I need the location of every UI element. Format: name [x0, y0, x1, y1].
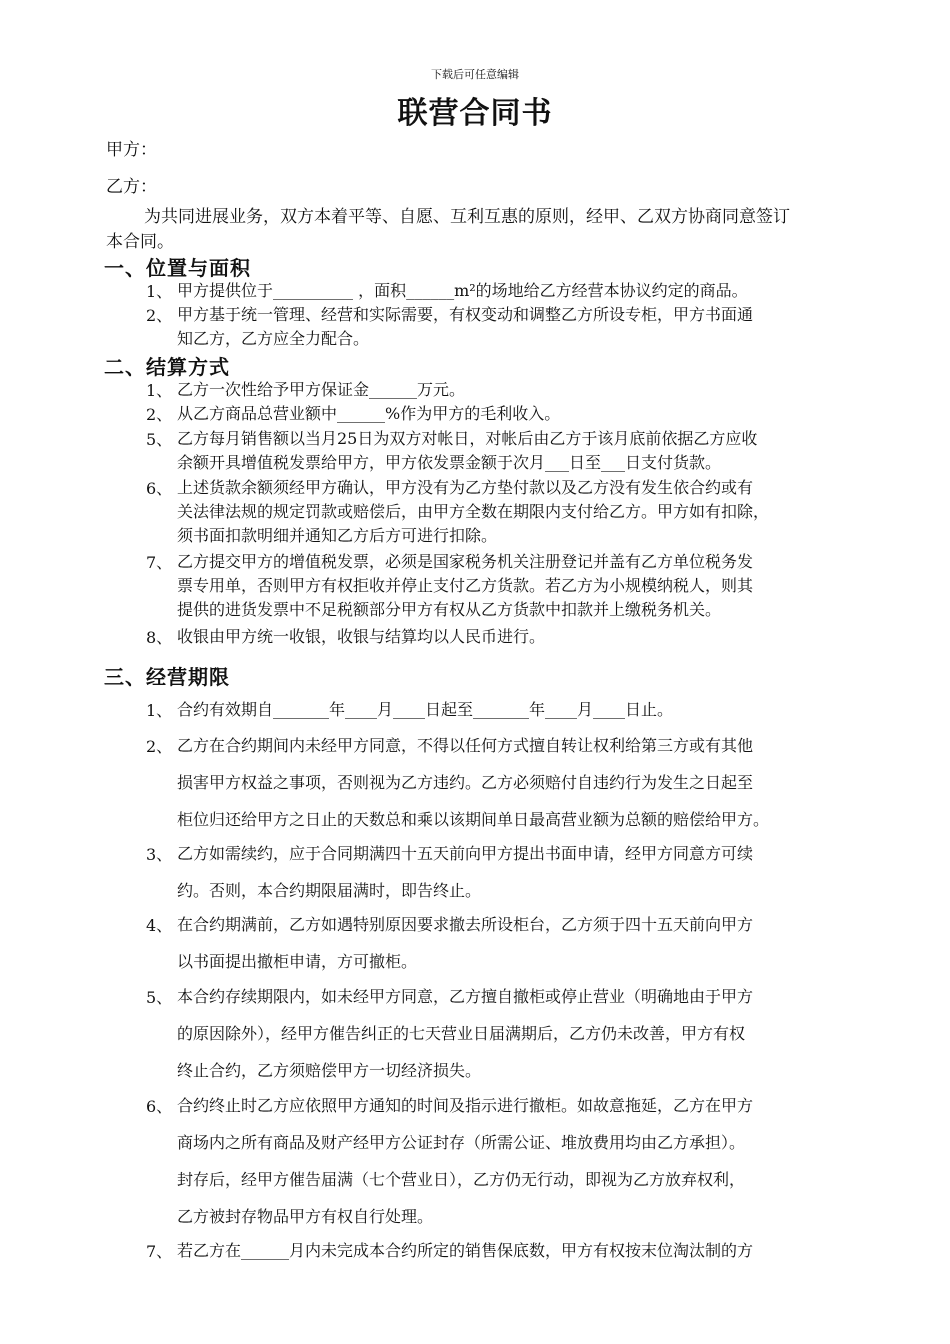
- intro-paragraph: [106, 205, 876, 255]
- clause-line: 合约终止时乙方应依照甲方通知的时间及指示进行撤柜。如故意拖延，乙方在甲方: [177, 1096, 754, 1115]
- clause-line: 合约有效期自_______年____月____日起至_______年____月____日止。: [177, 700, 674, 719]
- clause-item: [146, 550, 886, 622]
- section-heading: 三、经营期限: [104, 665, 230, 689]
- clause-number: 5、: [146, 988, 173, 1007]
- party-b-label: 乙方：: [106, 177, 157, 197]
- clause-line: 乙方一次性给予甲方保证金______万元。: [177, 380, 466, 399]
- clause-number: 3、: [146, 845, 173, 864]
- intro-line: 为共同进展业务，双方本着平等、自愿、互利互惠的原则，经甲、乙双方协商同意签订: [144, 207, 790, 227]
- clause-number: 1、: [146, 282, 173, 301]
- clause-item: [146, 378, 886, 402]
- clause-line: 关法律法规的规定罚款或赔偿后，由甲方全数在期限内支付给乙方。甲方如有扣除，: [177, 502, 770, 521]
- clause-item: [146, 402, 886, 426]
- clause-line: 以书面提出撤柜申请，方可撤柜。: [177, 952, 418, 971]
- clause-line: 甲方提供位于__________ ，面积______m²的场地给乙方经营本协议约定的商品。: [177, 281, 748, 300]
- clause-line: 本合约存续期限内，如未经甲方同意，乙方擅自撤柜或停止营业（明确地由于甲方: [177, 987, 754, 1006]
- clause-line: 乙方在合约期间内未经甲方同意，不得以任何方式擅自转让权利给第三方或有其他: [177, 736, 754, 755]
- clause-line: 须书面扣款明细并通知乙方后方可进行扣除。: [177, 526, 498, 545]
- document-title: 联营合同书: [397, 96, 553, 131]
- clause-item: [146, 734, 886, 845]
- party-a-label: 甲方：: [106, 140, 157, 160]
- clause-number: 8、: [146, 628, 173, 647]
- clause-line: 知乙方，乙方应全力配合。: [177, 329, 370, 348]
- header-note: 下载后可任意编辑: [431, 68, 519, 81]
- clause-number: 5、: [146, 430, 173, 449]
- clause-item: [146, 303, 886, 351]
- clause-number: 7、: [146, 1242, 173, 1261]
- clause-line: 乙方提交甲方的增值税发票，必须是国家税务机关注册登记并盖有乙方单位税务发: [177, 552, 754, 571]
- clause-number: 6、: [146, 479, 173, 498]
- clause-item: [146, 427, 886, 475]
- clause-number: 4、: [146, 916, 173, 935]
- clause-line: 从乙方商品总营业额中______%作为甲方的毛利收入。: [177, 404, 561, 423]
- clause-item: [146, 1094, 886, 1242]
- clause-line: 乙方如需续约，应于合同期满四十五天前向甲方提出书面申请，经甲方同意方可续: [177, 844, 754, 863]
- clause-line: 甲方基于统一管理、经营和实际需要，有权变动和调整乙方所设专柜，甲方书面通: [177, 305, 754, 324]
- clause-line: 收银由甲方统一收银，收银与结算均以人民币进行。: [177, 627, 546, 646]
- clause-number: 7、: [146, 553, 173, 572]
- clause-line: 提供的进货发票中不足税额部分甲方有权从乙方货款中扣款并上缴税务机关。: [177, 600, 722, 619]
- clause-line: 封存后，经甲方催告届满（七个营业日），乙方仍无行动，即视为乙方放弃权利，: [177, 1170, 746, 1189]
- clause-line: 乙方被封存物品甲方有权自行处理。: [177, 1207, 434, 1226]
- clause-item: [146, 842, 886, 916]
- clause-number: 2、: [146, 306, 173, 325]
- clause-item: [146, 279, 886, 303]
- clause-number: 2、: [146, 405, 173, 424]
- clause-line: 余额开具增值税发票给甲方，甲方依发票金额于次月___日至___日支付货款。: [177, 453, 722, 472]
- clause-line: 约。否则，本合约期限届满时，即告终止。: [177, 881, 482, 900]
- clause-item: [146, 476, 886, 548]
- section-heading: 一、位置与面积: [104, 256, 251, 280]
- clause-line: 终止合约，乙方须赔偿甲方一切经济损失。: [177, 1061, 482, 1080]
- clause-number: 6、: [146, 1097, 173, 1116]
- section-heading: 二、结算方式: [104, 355, 230, 379]
- clause-number: 2、: [146, 737, 173, 756]
- clause-item: [146, 985, 886, 1096]
- clause-line: 乙方每月销售额以当月25日为双方对帐日，对帐后由乙方于该月底前依据乙方应收: [177, 429, 758, 448]
- clause-number: 1、: [146, 381, 173, 400]
- clause-line: 票专用单，否则甲方有权拒收并停止支付乙方货款。若乙方为小规模纳税人，则其: [177, 576, 754, 595]
- clause-line: 上述货款余额须经甲方确认，甲方没有为乙方垫付款以及乙方没有发生依合约或有: [177, 478, 754, 497]
- intro-line: 本合同。: [106, 232, 174, 252]
- clause-line: 若乙方在______月内未完成本合约所定的销售保底数，甲方有权按末位淘汰制的方: [177, 1241, 754, 1260]
- clause-line: 损害甲方权益之事项，否则视为乙方违约。乙方必须赔付自违约行为发生之日起至: [177, 773, 754, 792]
- clause-line: 柜位归还给甲方之日止的天数总和乘以该期间单日最高营业额为总额的赔偿给甲方。: [177, 810, 770, 829]
- clause-item: [146, 698, 886, 735]
- clause-number: 1、: [146, 701, 173, 720]
- clause-item: [146, 1239, 886, 1276]
- clause-item: [146, 913, 886, 987]
- clause-line: 在合约期满前，乙方如遇特别原因要求撤去所设柜台，乙方须于四十五天前向甲方: [177, 915, 754, 934]
- clause-line: 商场内之所有商品及财产经甲方公证封存（所需公证、堆放费用均由乙方承担）。: [177, 1133, 746, 1152]
- clause-line: 的原因除外），经甲方催告纠正的七天营业日届满期后，乙方仍未改善，甲方有权: [177, 1024, 746, 1043]
- clause-item: [146, 625, 886, 649]
